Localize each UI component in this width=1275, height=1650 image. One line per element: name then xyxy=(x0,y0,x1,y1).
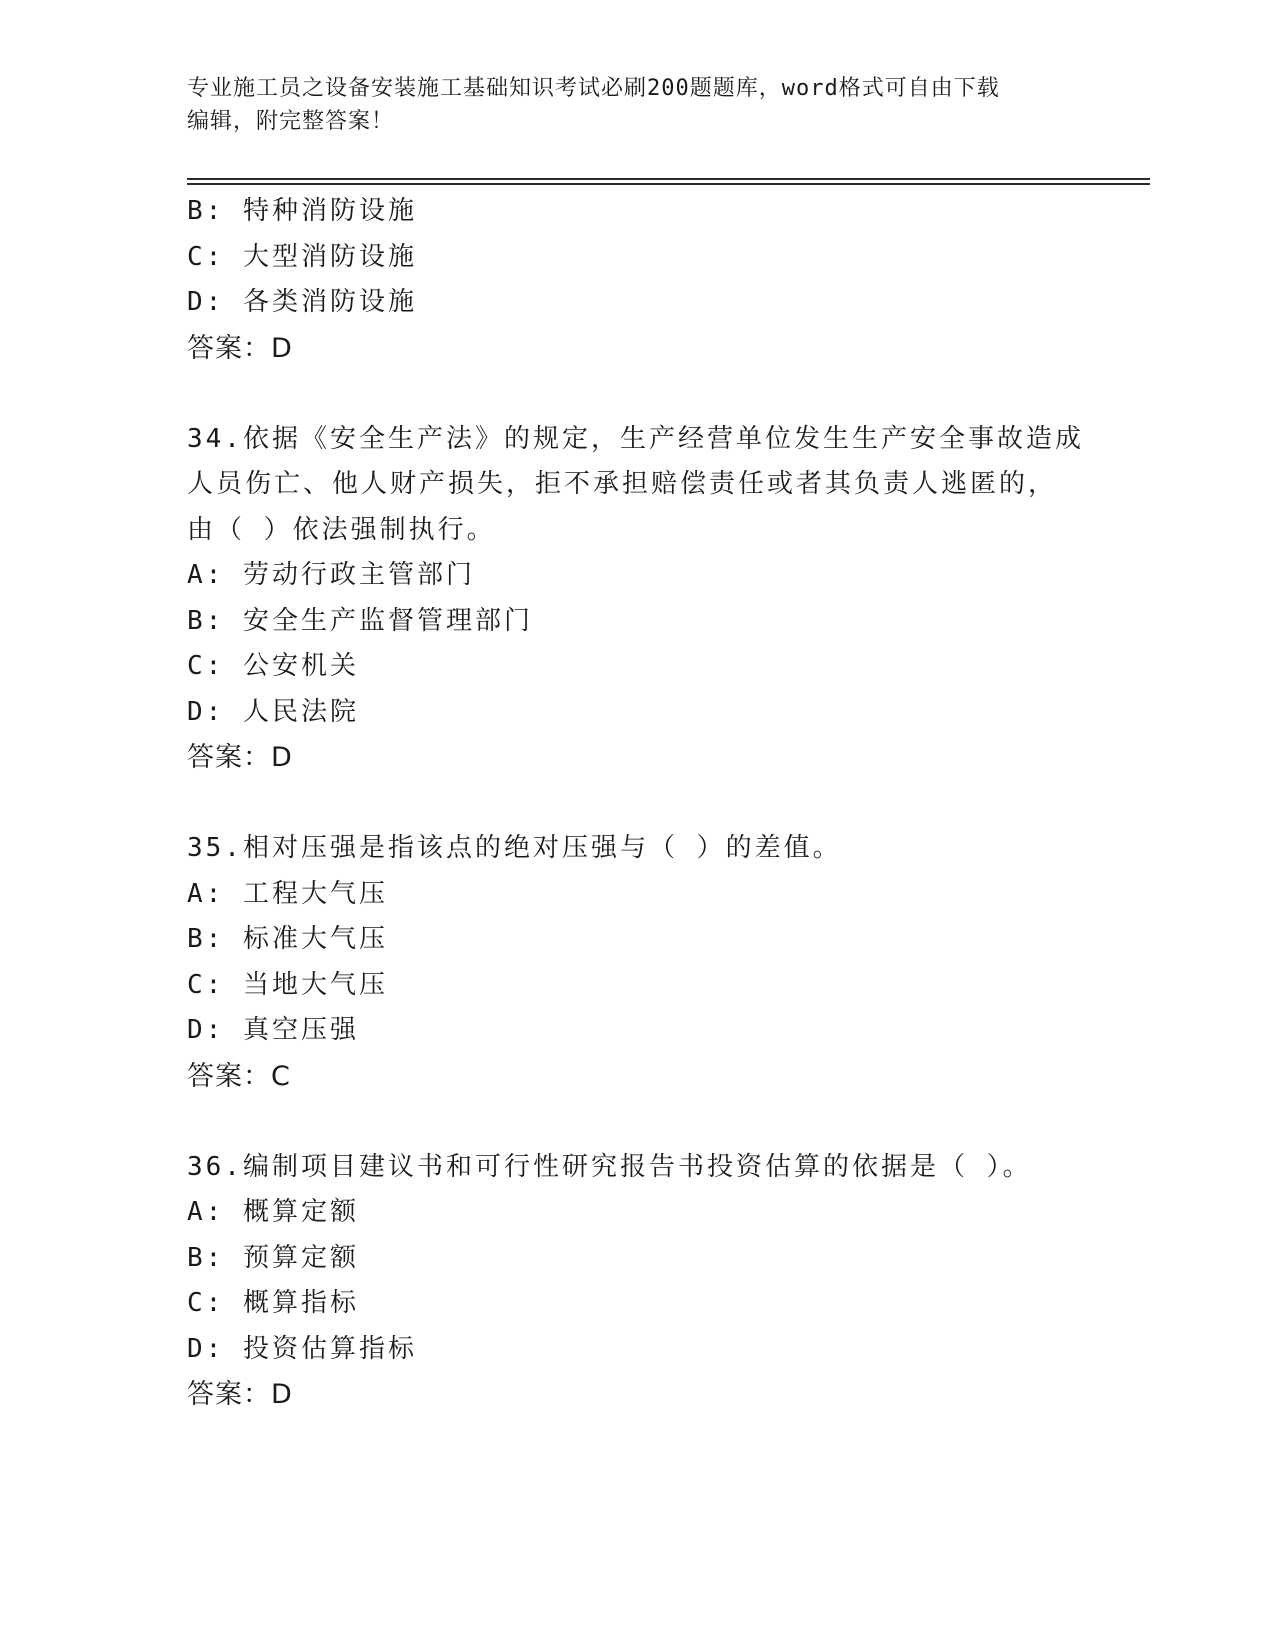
option-d: D: 真空压强 xyxy=(187,1015,359,1045)
option-d: D: 投资估算指标 xyxy=(187,1333,417,1364)
question-35 xyxy=(187,826,1087,1099)
header-title-line-2: 编辑，附完整答案！ xyxy=(187,109,395,134)
option-b: B: 安全生产监督管理部门 xyxy=(187,605,533,636)
spacer xyxy=(187,781,1087,827)
option-b: B: 特种消防设施 xyxy=(187,196,417,226)
option-a: A: 概算定额 xyxy=(187,1197,359,1227)
spacer xyxy=(187,371,1087,417)
question-stem-line-2: 人员伤亡、他人财产损失，拒不承担赔偿责任或者其负责人逃匿的， xyxy=(187,469,1058,499)
question-list xyxy=(187,189,1087,1418)
option-c: C: 大型消防设施 xyxy=(187,241,417,272)
question-stem-line-1: 36.编制项目建议书和可行性研究报告书投资估算的依据是（ ）。 xyxy=(187,1151,1032,1182)
question-stem-line-3: 由（ ）依法强制执行。 xyxy=(187,514,496,545)
question-36 xyxy=(187,1145,1087,1418)
answer-line: 答案：C xyxy=(187,1060,291,1092)
question-33-continued xyxy=(187,189,1087,371)
option-c: C: 公安机关 xyxy=(187,651,359,681)
option-b: B: 预算定额 xyxy=(187,1242,359,1273)
question-stem-line-1: 35.相对压强是指该点的绝对压强与（ ）的差值。 xyxy=(187,833,842,863)
answer-line: 答案：D xyxy=(187,1379,293,1410)
question-stem-line-1: 34.依据《安全生产法》的规定，生产经营单位发生生产安全事故造成 xyxy=(187,423,1084,454)
option-b: B: 标准大气压 xyxy=(187,924,388,954)
header-title-line-1: 专业施工员之设备安装施工基础知识考试必刷200题题库，word格式可自由下载 xyxy=(187,76,1000,101)
option-c: C: 当地大气压 xyxy=(187,969,388,1000)
header-divider-top xyxy=(187,178,1150,180)
question-34 xyxy=(187,417,1087,781)
header-divider-bottom xyxy=(187,183,1150,185)
option-d: D: 各类消防设施 xyxy=(187,287,417,317)
option-a: A: 劳动行政主管部门 xyxy=(187,560,475,590)
option-a: A: 工程大气压 xyxy=(187,878,388,909)
spacer xyxy=(187,1099,1087,1145)
answer-line: 答案：D xyxy=(187,742,293,773)
answer-line: 答案：D xyxy=(187,332,293,364)
page-header xyxy=(187,72,1067,138)
option-c: C: 概算指标 xyxy=(187,1288,359,1318)
option-d: D: 人民法院 xyxy=(187,696,359,727)
